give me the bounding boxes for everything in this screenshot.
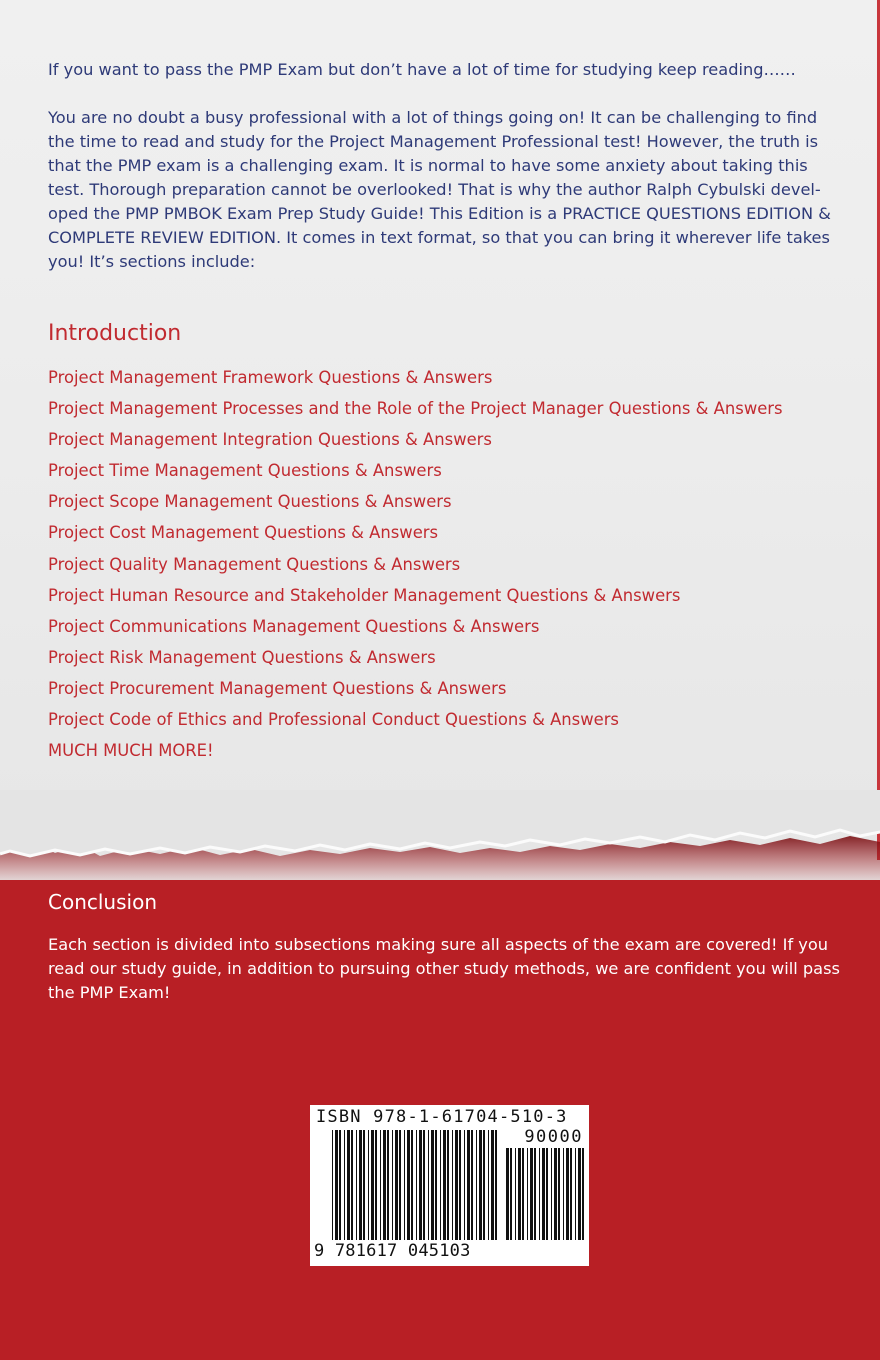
barcode-bar [347,1130,350,1240]
barcode-bar [515,1148,516,1240]
conclusion-line: Each section is divided into subsections making sure all aspects of the exam are covered! If you [48,935,829,954]
barcode-bar [518,1148,521,1240]
barcode-bar [392,1130,393,1240]
description-line: the time to read and study for the Project Management Professional test! However, the truth is [48,132,819,151]
section-item: Project Time Management Questions & Answers [48,461,442,481]
introduction-heading: Introduction [48,321,182,346]
barcode-bar [542,1148,545,1240]
barcode-bar [459,1130,461,1240]
barcode-bar [423,1130,425,1240]
barcode-bar [363,1130,365,1240]
barcode-bar [404,1130,405,1240]
barcode-bar [339,1130,341,1240]
section-item: Project Communications Management Questions & Answers [48,616,540,636]
section-item: Project Procurement Management Questions & Answers [48,678,507,698]
barcode-bar [563,1148,564,1240]
barcode-bar [356,1130,357,1240]
barcode-bar [551,1148,552,1240]
barcode-bar [455,1130,458,1240]
barcode-bar [483,1130,485,1240]
barcode-bar [546,1148,548,1240]
conclusion-line: read our study guide, in addition to pursuing other study methods, we are confident you will pass [48,959,840,978]
barcode-bar [411,1130,413,1240]
section-item: Project Human Resource and Stakeholder Management Questions & Answers [48,585,681,605]
barcode-bar [452,1130,453,1240]
section-item: Project Cost Management Questions & Answers [48,523,439,543]
description-line: COMPLETE REVIEW EDITION. It comes in text format, so that you can bring it wherever life takes [48,228,830,247]
barcode-bar [582,1148,584,1240]
barcode-bar [467,1130,470,1240]
ean-digits: 9 781617 045103 [314,1241,471,1261]
description-line: You are no doubt a busy professional with a lot of things going on! It can be challenging to find [48,108,818,127]
section-item: MUCH MUCH MORE! [48,741,214,761]
barcode-bar [471,1130,473,1240]
barcode-bar [344,1130,345,1240]
barcode-bar [488,1130,489,1240]
barcode-bar [407,1130,410,1240]
barcode-bar [435,1130,437,1240]
barcode-bar [530,1148,533,1240]
barcode-bar [428,1130,429,1240]
description-line: oped the PMP PMBOK Exam Prep Study Guide! This Edition is a PRACTICE QUESTIONS EDITION & [48,204,831,223]
section-item: Project Risk Management Questions & Answers [48,647,436,667]
torn-paper-edge [0,790,880,900]
barcode-bar [464,1130,465,1240]
description-paragraph [48,106,848,274]
barcode-bar [416,1130,417,1240]
barcode-bar [476,1130,477,1240]
barcode-bar [534,1148,536,1240]
barcode-bar [510,1148,512,1240]
price-code: 90000 [524,1127,583,1147]
section-item: Project Code of Ethics and Professional Conduct Questions & Answers [48,710,619,730]
barcode-bar [506,1148,509,1240]
barcode-bar [539,1148,540,1240]
isbn-number: ISBN 978-1-61704-510-3 [316,1107,568,1127]
barcode-bar [495,1130,497,1240]
barcode-bar [578,1148,581,1240]
barcode-bar [575,1148,576,1240]
barcode-bar [440,1130,441,1240]
section-item: Project Management Integration Questions & Answers [48,430,492,450]
barcode-bar [387,1130,389,1240]
barcode-bar [380,1130,381,1240]
isbn-barcode [310,1105,589,1266]
barcode-bar [332,1130,333,1240]
barcode-bar [351,1130,353,1240]
barcode-bar [335,1130,338,1240]
barcode-bar [359,1130,362,1240]
conclusion-heading: Conclusion [48,890,157,914]
barcode-bar [443,1130,446,1240]
description-line: test. Thorough preparation cannot be overlooked! That is why the author Ralph Cybulski devel- [48,180,821,199]
barcode-bar [395,1130,398,1240]
barcode-bar [419,1130,422,1240]
section-item: Project Quality Management Questions & Answers [48,554,461,574]
barcode-bar [368,1130,369,1240]
barcode-bar [570,1148,572,1240]
barcode-bar [522,1148,524,1240]
barcode-bar [558,1148,560,1240]
description-line: that the PMP exam is a challenging exam. It is normal to have some anxiety about taking this [48,156,808,175]
section-list [48,366,783,770]
section-item: Project Scope Management Questions & Answers [48,492,452,512]
barcode-bar [371,1130,374,1240]
section-item: Project Management Framework Questions & Answers [48,368,493,387]
conclusion-paragraph [48,933,848,1005]
description-line: you! It’s sections include: [48,252,256,271]
section-item: Project Management Processes and the Role of the Project Manager Questions & Answers [48,399,783,419]
barcode-bar [479,1130,482,1240]
barcode-bar [447,1130,449,1240]
conclusion-line: the PMP Exam! [48,983,171,1002]
barcode-bar [383,1130,386,1240]
barcode-bar [375,1130,377,1240]
intro-line: If you want to pass the PMP Exam but don’t have a lot of time for studying keep reading…… [48,60,796,79]
barcode-bar [431,1130,434,1240]
barcode-bar [399,1130,401,1240]
barcode-bar [527,1148,528,1240]
barcode-bar [554,1148,557,1240]
barcode-bar [491,1130,494,1240]
barcode-bar [566,1148,569,1240]
